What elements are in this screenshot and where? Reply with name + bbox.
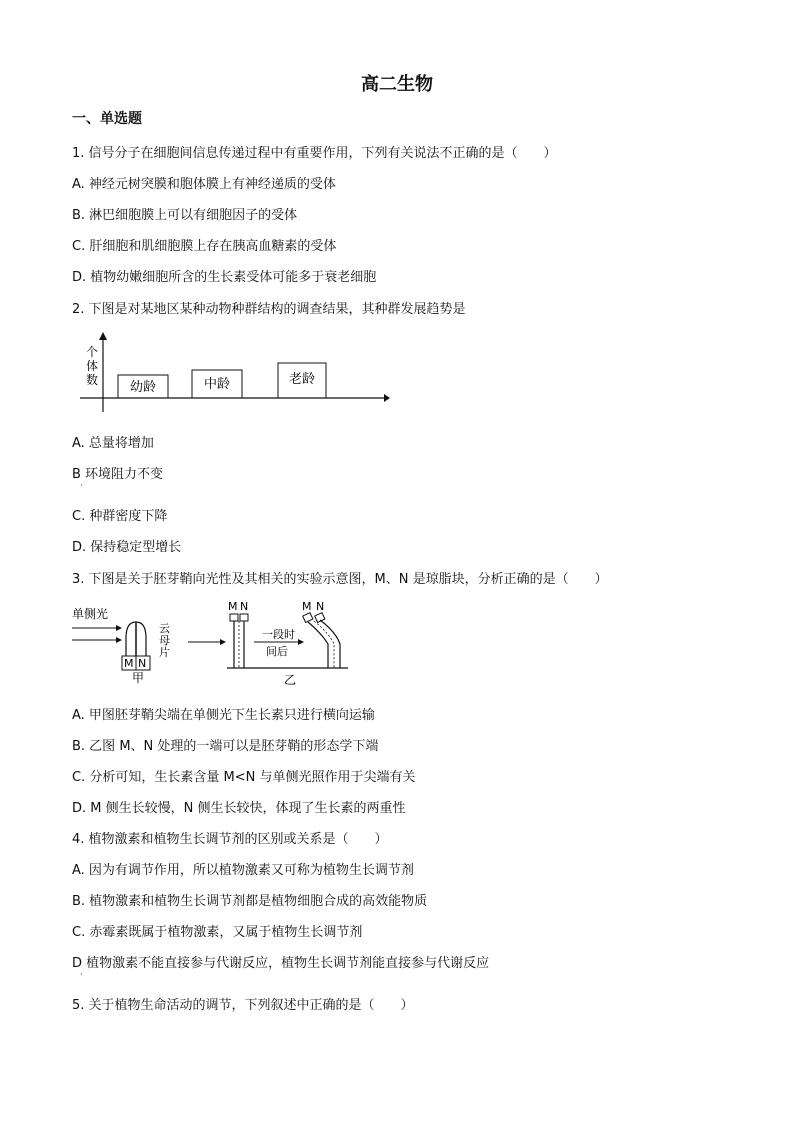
y-label-3: 数	[86, 373, 99, 387]
y-label-2: 体	[86, 359, 99, 373]
box-old-label: 老龄	[288, 372, 316, 387]
q1-option-b: B. 淋巴细胞膜上可以有细胞因子的受体	[72, 208, 298, 223]
y-axis-arrow	[99, 332, 107, 340]
time-label-2: 间后	[266, 645, 288, 658]
jia-label: 甲	[132, 671, 145, 685]
bent-coleoptile-right	[320, 620, 340, 668]
mica-label-2: 母	[159, 634, 170, 647]
mica-label-3: 片	[159, 646, 170, 659]
light-label: 单侧光	[72, 607, 109, 621]
q2-option-c: C. 种群密度下降	[72, 509, 168, 524]
q4-option-b: B. 植物激素和植物生长调节剂都是植物细胞合成的高效能物质	[72, 894, 428, 909]
q3-stem: 3. 下图是关于胚芽鞘向光性及其相关的实验示意图，M、N 是琼脂块，分析正确的是（ ）	[72, 572, 608, 587]
q3-option-a: A. 甲图胚芽鞘尖端在单侧光下生长素只进行横向运输	[72, 708, 375, 723]
y-label-1: 个	[86, 345, 99, 359]
mica-label-1: 云	[159, 622, 170, 635]
q1-option-c: C. 肝细胞和肌细胞膜上存在胰高血糖素的受体	[72, 239, 337, 254]
q4-option-d: D 植物激素不能直接参与代谢反应，植物生长调节剂能直接参与代谢反应	[72, 956, 490, 971]
q2-stem: 2. 下图是对某地区某种动物种群结构的调查结果，其种群发展趋势是	[72, 302, 466, 317]
q2-option-a: A. 总量将增加	[72, 436, 154, 451]
q1-option-a: A. 神经元树突膜和胞体膜上有神经递质的受体	[72, 177, 336, 192]
block-m-label: M	[124, 657, 134, 670]
box-middle-label: 中龄	[203, 377, 231, 392]
block-n-label: N	[138, 657, 147, 670]
q1-option-d: D. 植物幼嫩细胞所含的生长素受体可能多于衰老细胞	[72, 270, 377, 285]
yi-label: 乙	[284, 673, 297, 687]
top-n-1: N	[240, 600, 249, 613]
top-n-2: N	[316, 600, 325, 613]
q3-option-d: D. M 侧生长较慢，N 侧生长较快，体现了生长素的两重性	[72, 801, 406, 816]
scan-dot: ·	[80, 970, 83, 980]
section-heading: 一、单选题	[72, 111, 142, 127]
bent-coleoptile-left	[308, 622, 328, 668]
age-structure-figure	[72, 330, 402, 420]
q3-option-c: C. 分析可知，生长素含量 M<N 与单侧光照作用于尖端有关	[72, 770, 416, 785]
box-young-label: 幼龄	[129, 380, 157, 395]
q2-option-b: B 环境阻力不变	[72, 467, 164, 482]
scan-dot: ·	[80, 481, 83, 491]
coleoptile-figure	[72, 598, 372, 690]
q5-stem: 5. 关于植物生命活动的调节，下列叙述中正确的是（ ）	[72, 998, 414, 1013]
page-title: 高二生物	[361, 74, 433, 95]
q1-stem: 1. 信号分子在细胞间信息传递过程中有重要作用，下列有关说法不正确的是（ ）	[72, 146, 557, 161]
q3-option-b: B. 乙图 M、N 处理的一端可以是胚芽鞘的形态学下端	[72, 739, 379, 754]
q4-option-c: C. 赤霉素既属于植物激素，又属于植物生长调节剂	[72, 925, 363, 940]
x-axis-arrow	[384, 394, 390, 402]
q4-option-a: A. 因为有调节作用，所以植物激素又可称为植物生长调节剂	[72, 863, 414, 878]
time-label-1: 一段时	[262, 628, 295, 641]
top-m-2: M	[302, 600, 312, 613]
q4-stem: 4. 植物激素和植物生长调节剂的区别或关系是（ ）	[72, 832, 388, 847]
top-m-1: M	[228, 600, 238, 613]
q2-option-d: D. 保持稳定型增长	[72, 540, 182, 555]
